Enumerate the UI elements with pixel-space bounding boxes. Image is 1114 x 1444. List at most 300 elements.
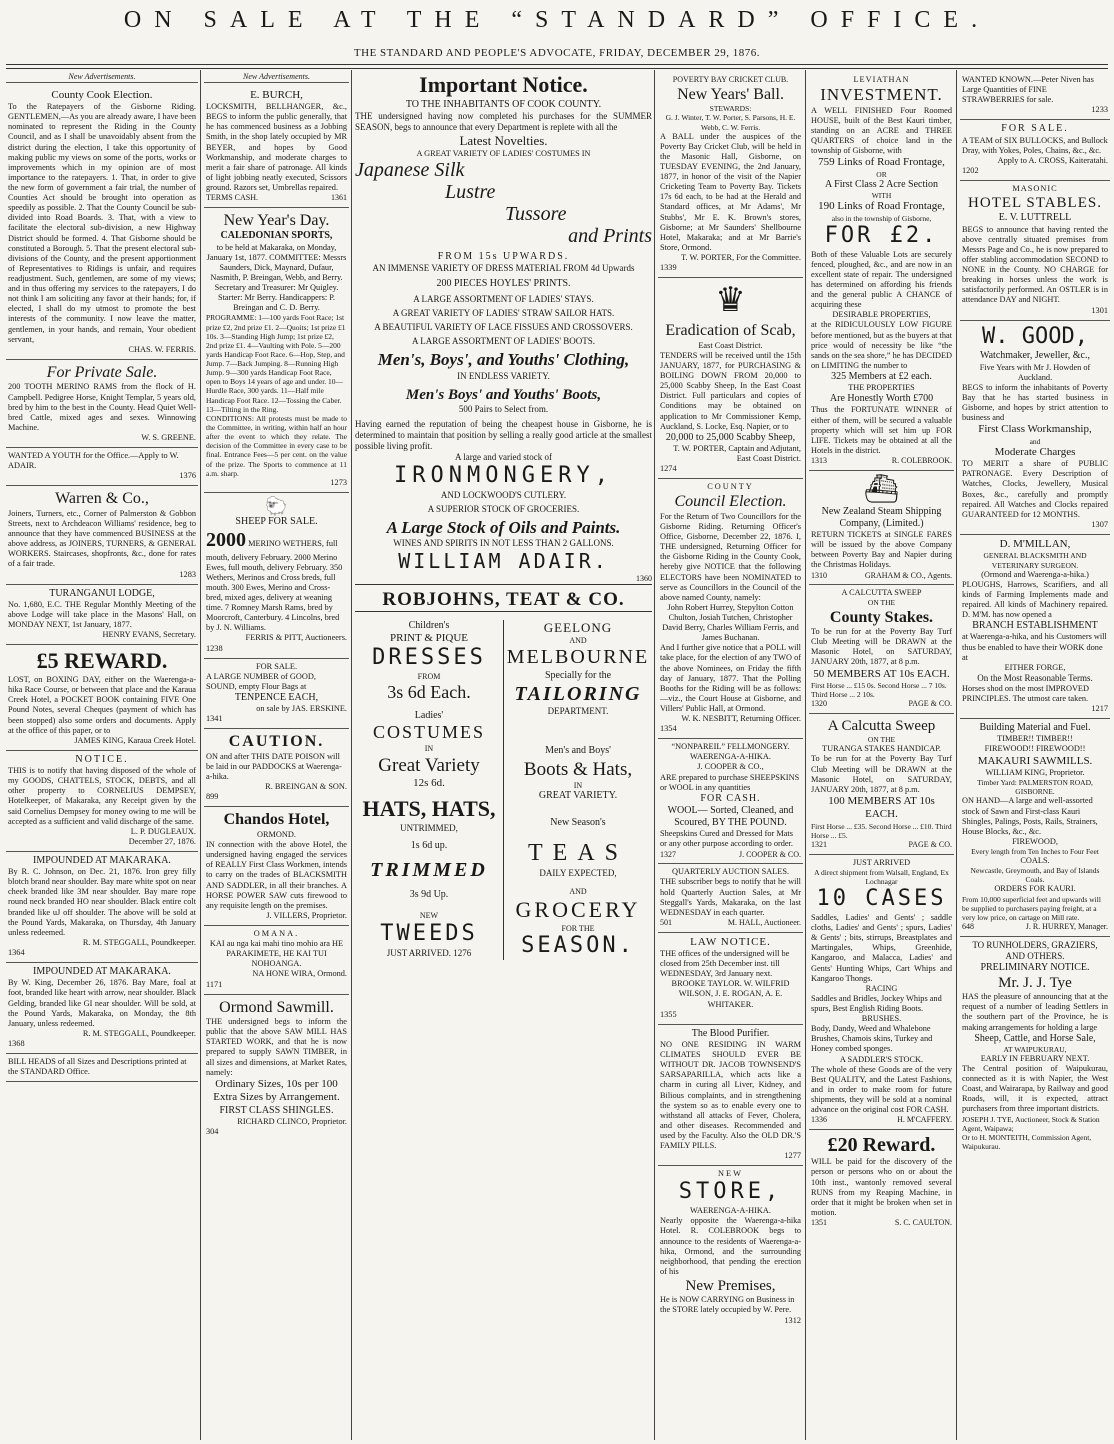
ad-ref: 1233 [1091, 105, 1108, 115]
ad-title: INVESTMENT. [820, 85, 943, 105]
lustre-line: Lustre [445, 180, 496, 203]
column-3 [355, 72, 652, 1440]
and-label: and [1029, 436, 1041, 446]
firewood: FIREWOOD!! FIREWOOD!! [984, 744, 1086, 754]
ad-signature: S. C. CAULTON. [894, 1217, 952, 1227]
robjohns-right [504, 620, 652, 960]
horses: Horses shod on the most IMPROVED PRINCIPLES. The utmost care taken. [962, 683, 1089, 703]
crown-icon: ♛ [715, 282, 746, 320]
terms: On the Most Reasonable Terms. [977, 672, 1093, 683]
cutlery: AND LOCKWOOD'S CUTLERY. [440, 489, 567, 500]
ad-ref: 1301 [1091, 305, 1108, 315]
ad-signature: T. W. PORTER, For the Committee. [681, 253, 801, 262]
column-divider-5 [956, 70, 957, 1440]
ad-body: to be held at Makaraka, on Monday, January 1st, 1877. COMMITTEE: Messrs Saunders, Dick, Maynard, Dufaur, Nasmith, P. Breingan, Webb, and Berry. Secretary and Treasurer: Mr Quigley. Starter: Mr Berry. Handicappers: P. Breingan and C. D. Berry. [206, 242, 347, 313]
column-4 [658, 72, 803, 1440]
branch: BRANCH ESTABLISHMENT [972, 620, 1098, 632]
ad-body: THIS is to notify that having disposed of the whole of my GOODS, CHATTELS, STOCK, DEBTS, and all other property to CORNELIUS DEMPSEY, Hotelkeeper, of Makaraka, any Receipt given by the said Cornelius Dempsey for money owing to me will be accepted as a sufficient and valid discharge of the same. [8, 766, 196, 826]
ad-body: THE offices of the undersigned will be closed from 25th December inst. till WEDNESDAY, 3rd January next. [660, 949, 790, 979]
pairs: 500 Pairs to Select from. [458, 404, 549, 415]
members: 100 MEMBERS AT 10s EACH. [828, 794, 935, 821]
boots-hats: Boots & Hats, [523, 758, 633, 780]
either-forge: EITHER FORGE, [1004, 662, 1066, 672]
ad-title: TO RUNHOLDERS, GRAZIERS, AND OTHERS. [972, 939, 1098, 961]
ad-ref: 1312 [784, 1315, 801, 1325]
ad-title: The Blood Purifier. [691, 1027, 770, 1039]
on-label: ON THE [867, 735, 896, 745]
ad-title: E. BURCH, [250, 88, 303, 101]
ad-ref: 1310 [811, 570, 827, 580]
also-label: also in the township of Gisborne, [831, 213, 932, 223]
ad-signature: W. K. NESBITT, Returning Officer. [681, 714, 801, 724]
ad-masonic-stables [960, 181, 1110, 321]
masthead-rule-2 [6, 68, 1108, 69]
ad-fellmongery [658, 739, 803, 864]
ad-signature: W. S. GREENE. [141, 432, 196, 442]
hoyles-prints: 200 PIECES HOYLES' PRINTS. [436, 278, 571, 290]
ad-title: “NONPAREIL” FELLMONGERY. [671, 742, 790, 752]
shingles: FIRST CLASS SHINGLES. [219, 1104, 334, 1116]
ad-law-notice [658, 933, 803, 1025]
ad-ref: 1341 [206, 714, 223, 724]
ad-ref: 501 [660, 917, 672, 927]
ad-body: THE undersigned begs to inform the public that the above SAW MILL HAS STARTED WORK, and that he is now prepared to supply SAWN TIMBER, in all sizes and dimensions, at Market Rates, namely: [206, 1017, 347, 1077]
column-divider-4 [805, 70, 806, 1440]
ad-body: KAI au nga kai mahi tino mohio ara HE PARAKIMETE, HE KAI TUI NOHOANGA. [209, 939, 344, 969]
ad-signature: GRAHAM & CO., Agents. [864, 570, 952, 580]
tweeds-arrived [355, 948, 503, 959]
ad-ref: 1364 [8, 948, 25, 958]
oils-paints: A Large Stock of Oils and Paints. [386, 517, 621, 537]
ad-subtitle: WAERENGA-A-HIKA. [690, 752, 771, 762]
ad-signature: PAGE & CO. [908, 840, 952, 850]
ad-signature: M. HALL, Auctioneer. [727, 917, 801, 927]
ad-private-sale [6, 360, 198, 448]
signatories: BROOKE TAYLOR. W. WILFRID WILSON, J. E. ROGAN, A. E. WHITAKER. [671, 979, 790, 1009]
ad-title: IMPOUNDED AT MAKARAKA. [33, 854, 171, 866]
ad-wanted-youth [6, 448, 198, 486]
firewood-body: Every length from Ten Inches to Four Feet [971, 846, 1099, 856]
poll-notice: And I further give notice that a POLL will take place, for the election of any TWO of the above Nominees, on Friday the fifth day of January, 1877. That the Polling Booths for the Riding will be as follows:—viz., the Court House at Gisborne, and Villers' Public Hall, at Ormond. [660, 643, 801, 713]
ad-signature: R. M. STEGGALL, Poundkeeper. [82, 1028, 196, 1038]
ad-ref: 1339 [660, 263, 677, 273]
ad-signature: on sale by JAS. ERSKINE. [256, 704, 347, 714]
ad-reward [6, 645, 198, 751]
ad-title: FOR SALE. [1001, 123, 1069, 135]
ironmongery: IRONMONGERY, [394, 462, 613, 488]
geelong: GEELONG [543, 619, 613, 635]
extra-sizes: Extra Sizes by Arrangement. [213, 1091, 340, 1104]
ad-title: New Year's Day. [223, 211, 330, 229]
location: (Ormond and Waerenga-a-hika.) [981, 569, 1089, 579]
ad-ref: 1171 [206, 979, 223, 989]
ad-bill-heads [6, 1054, 198, 1082]
ad-body: To be run for at the Poverty Bay Turf Club Meeting will be DRAWN at the Masonic Hotel, on SATURDAY, JANUARY 20th, 1877, at 8 p.m. [811, 754, 952, 794]
new-seasons: New Season's [550, 816, 606, 828]
column-5 [809, 72, 954, 1440]
column-divider-3 [654, 70, 655, 1440]
ad-ref: 1307 [1091, 519, 1108, 529]
ad-body: ON HAND—A large and well-assorted stock of Sawn and First-class Kauri Shingles, Palings, Posts, Rails, Strainers, House Blocks, &c., &c. [962, 796, 1098, 836]
ad-title: 10 CASES [816, 886, 947, 912]
ad-body: Joiners, Turners, etc., Corner of Palmerston & Gobbon Streets, next to Archdeacon Williams' residence, beg to announce that they have commenced BUSINESS at the above address, as JOINERS, TURNERS, & GENERAL WORKERS. Staircases, shopfronts, &c., done for rates of a fair trade. [8, 508, 196, 569]
with-label: WITH [871, 191, 892, 201]
ad-title: OMANA. [253, 928, 300, 938]
ad-leviathan [809, 72, 954, 471]
notice-address: TO THE INHABITANTS OF COOK COUNTY. [405, 98, 602, 110]
ad-twenty-pound-reward [809, 1130, 954, 1232]
tussore-line: Tussore [505, 202, 567, 225]
ladies-label: Ladies' [414, 709, 444, 721]
ladies-boots: A LARGE ASSORTMENT OF LADIES' BOOTS. [412, 336, 595, 347]
sale: Sheep, Cattle, and Horse Sale, [974, 1032, 1096, 1044]
ad-kicker: LEVIATHAN [853, 75, 910, 84]
ad-tail: The Central position of Waipukurau, connected as it is with Napier, the West Coast, and Wairarapa, by Railway and good Roads, will, it is expected, attract purchasers from three important districts. [962, 1064, 1108, 1114]
column-header: New Advertisements. [204, 72, 349, 83]
silk-line: Japanese Silk [355, 158, 465, 181]
ad-title: HOTEL STABLES. [968, 195, 1102, 212]
print-pique: PRINT & PIQUE [389, 631, 469, 644]
ad-body: RETURN TICKETS at SINGLE FARES will be issued by the above Company between Poverty Bay and Napier during the Christmas Holidays. [811, 530, 952, 570]
ad-body: HAS the pleasure of announcing that at the request of a number of leading Settlers in the southern part of the Province, he is making arrangements for holding a large [962, 992, 1108, 1032]
price: TENPENCE EACH, [234, 692, 319, 703]
ad-title: Building Material and Fuel. [979, 722, 1091, 734]
ad-body: ARE prepared to purchase SHEEPSKINS or WOOL in any quantities [660, 772, 800, 792]
untrimmed: UNTRIMMED, [400, 823, 458, 834]
ad-body: Nearly opposite the Waerenga-a-hika Hotel. R. COLEBROOK begs to announce to the residents of Waerenga-a-hika, Ormond, and the surrounding neighborhood, that pending the erection of his [660, 1216, 801, 1276]
ad-body: WILL be paid for the discovery of the person or persons who on or about the 10th inst., wantonly removed several RUNS from my Reaping Machine, in order that it might be broken when set in motion. [811, 1157, 952, 1217]
ad-ref: 1202 [962, 165, 979, 175]
ad-signature: R. BREINGAN & SON. [265, 782, 347, 792]
ad-body: IN connection with the above Hotel, the undersigned having engaged the services of REALLY First Class Workmen, intends to carry on the trades of BLACKSMITH AND SADDLER, in all their branches. A HORSE POWER SAW cuts firewood to any requisite length on the premises. [206, 840, 347, 910]
proprietor: WILLIAM KING, Proprietor. [985, 768, 1085, 777]
ad-body: MERINO WETHERS, full mouth, delivery February. 2000 Merino Ewes, full mouth, delivery February. 350 Wethers, Merinos and Cross breds, full mouth. 300 Ewes, Merino and Cross-bred, mixed ages, delivery at weaning time. 7 Romney Marsh Rams, bred by Moorcroft, Canterbury. 4 Lincolns, bred by J. N. Williams. [206, 539, 343, 633]
ad-tail: He is NOW CARRYING on Business in the STORE lately occupied by W. Pere. [660, 1295, 795, 1315]
ad-title: NOTICE. [75, 753, 129, 765]
orders-title: ORDERS FOR KAURI. [994, 884, 1076, 894]
ad-kicker: COUNTY [707, 482, 754, 492]
ad-county-cook-election [6, 86, 198, 360]
ad-signature: J. R. HURREY, Manager. [1025, 922, 1108, 931]
ad-flour-bags [204, 659, 349, 730]
ad-signature: L. P. DUGLEAUX. [130, 826, 196, 836]
daily-expected: DAILY EXPECTED, [539, 868, 617, 879]
ad-body: A TEAM of SIX BULLOCKS, and Bullock Dray, with Yokes, Poles, Chains, &c., &c. [962, 135, 1108, 155]
ad-title: Eradication of Scab, [665, 322, 796, 340]
price-dresses: 3s 6d Each. [387, 681, 471, 702]
ad-body: For the Return of Two Councillors for the Gisborne Riding. Returning Officer's Office, Gisborne, December 22, 1876. I, THE undersigned, Returning Officer for the Gisborne Riding in the County Cook, hereby give NOTICE that the following ELECTORS have been NOMINATED to serve as Councillors in the Council of the above named County, namely: [660, 511, 801, 602]
price-trimmed: 3s 9d Up. [409, 888, 449, 900]
ad-signature: R. COLEBROOK. [891, 455, 952, 465]
workmanship: First Class Workmanship, [978, 423, 1092, 436]
ad-title: TURANGANUI LODGE, [49, 587, 155, 599]
ad-title: SHEEP FOR SALE. [235, 516, 318, 527]
ad-signature: HENRY EVANS, Secretary. [102, 630, 196, 640]
new-premises: New Premises, [685, 1278, 776, 1295]
ad-ref: 1273 [330, 477, 347, 487]
ad-title: Chandos Hotel, [223, 811, 330, 829]
ad-kicker: A CALCUTTA SWEEP [841, 588, 922, 598]
moderate-charges: Moderate Charges [994, 445, 1076, 458]
prints-line: and Prints [568, 224, 652, 247]
ad-chandos-hotel [204, 807, 349, 926]
ad-w-good [960, 321, 1110, 535]
and-label-2: AND [569, 887, 587, 897]
ad-body: LOCKSMITH, BELLHANGER, &c., BEGS to inform the public generally, that he has commenced business as a Jobbing Smith, in the shop lately occupied by MR BEYER, and hopes by Good Workmanship, and moderate charges to merit a fair share of patronage. All kinds of light jobbing neatly executed, Scissors ground. Razors set, Umbrellas repaired. [206, 102, 347, 193]
ad-signature: T. W. PORTER, Captain and Adjutant, East Coast District. [673, 443, 801, 464]
costumes: COSTUMES [372, 722, 486, 743]
on-label: ON THE [867, 598, 896, 608]
ad-body: NO ONE RESIDING IN WARM CLIMATES SHOULD EVER BE WITHOUT DR. JACOB TOWNSEND'S SARSAPARILLA, which acts like a charm in curing all Liver, Kidney, and Bilious complaints, and in strengthening the system so as to enable every one to withstand all attacks of Fever, Cholera, and other diseases. Recommended and used by the Faculty. Also the OLD DR.'S FAMILY PILLS. [660, 1040, 801, 1151]
ad-signature: JAMES KING, Karaua Creek Hotel. [74, 735, 196, 745]
groceries: A SUPERIOR STOCK OF GROCERIES. [427, 503, 580, 514]
prizes: First Horse ... £35. Second Horse ... £10. Third Horse ... £5. [811, 821, 952, 840]
ad-kicker: POVERTY BAY CRICKET CLUB. [672, 75, 789, 84]
ad-strawberries [960, 72, 1110, 120]
ad-body: BEGS to announce that having rented the above centrally situated premises from Messrs Page and Co., he is now prepared to offer stabling accommodation SECOND to NONE in the County. NO CHARGE for breaking in horses unless the work is satisfactorily performed. An OSTLER is in attendance DAY and NIGHT. [962, 224, 1108, 305]
ad-body: LOST, on BOXING DAY, either on the Waerenga-a-hika Race Course, or between that place and the Karaua Creek Hotel, a POCKET BOOK containing FIVE One Pound Notes, several Cheques (payment of which has been stopped) also some orders and documents. Apply at the office of this paper, or to [8, 675, 196, 735]
lace: A BEAUTIFUL VARIETY OF LACE FISSUES AND CROSSOVERS. [374, 322, 633, 333]
ad-title: Warren & Co., [55, 490, 149, 508]
ad-ref: 899 [206, 792, 219, 802]
or-label: OR [876, 169, 887, 179]
ad-kicker: MASONIC [1012, 184, 1058, 194]
ad-ref: 1354 [660, 724, 677, 734]
ad-title: County Cook Election. [51, 88, 153, 101]
ad-blood-purifier [658, 1025, 803, 1167]
ad-body: A LARGE NUMBER of GOOD, SOUND, empty Flour Bags at [206, 671, 316, 691]
dress-material: AN IMMENSE VARIETY OF DRESS MATERIAL FROM 4d Upwards [372, 263, 635, 274]
location: AT WAIPUKURAU, [1003, 1044, 1067, 1054]
robjohns-teat: ROBJOHNS, TEAT & CO. [355, 588, 652, 612]
masthead-rule [6, 64, 1108, 65]
ad-ref: 1368 [8, 1038, 25, 1048]
ad-title: LAW NOTICE. [690, 935, 771, 948]
novelties: Latest Novelties. [459, 132, 548, 148]
column-header: New Advertisements. [6, 72, 198, 83]
ad-kicker: NEW [718, 1169, 743, 1179]
worth: Are Honestly Worth £700 [829, 393, 934, 405]
ad-subtitle: A direct shipment from Walsall, England, Ex Lochnagar [814, 867, 949, 887]
coals-title: COALS. [1020, 856, 1050, 866]
ad-subtitle-2: Five Years with Mr J. Howden of Auckland. [979, 362, 1091, 382]
for-cash: FOR CASH. [700, 792, 761, 804]
ad-signature: H. M'CAFFERY. [897, 1115, 952, 1125]
ad-tye-sale [960, 937, 1110, 1155]
ad-ref: 1327 [660, 849, 676, 859]
ad-title: IMPOUNDED AT MAKARAKA. [33, 966, 171, 978]
ad-sweep-county [809, 585, 954, 714]
ad-tail: at Waerenga-a-hika, and his Customers will thus be enabled to have their WORK done at [962, 632, 1107, 662]
ad-title: D. M'MILLAN, [999, 538, 1071, 551]
preliminary: PRELIMINARY NOTICE. [980, 961, 1090, 973]
ad-title: New Zealand Steam Shipping Company, (Limited.) [821, 505, 942, 529]
ad-ref: 1361 [331, 193, 347, 203]
sheep-count: 2000 [206, 529, 246, 552]
firm: J. COOPER & CO., [697, 762, 764, 772]
ad-subtitle: TURANGA STAKES HANDICAP. [822, 744, 941, 754]
trimmed: TRIMMED [370, 859, 488, 882]
column-6 [960, 72, 1110, 1440]
notice-body: THE undersigned having now completed his purchases for the SUMMER SEASON, begs to announce that every Department is replete with all the [355, 111, 652, 132]
mill-name: MAKAURI SAWMILLS. [977, 754, 1093, 767]
masthead: THE STANDARD AND PEOPLE'S ADVOCATE, FRIDAY, DECEMBER 29, 1876. [353, 47, 761, 59]
nominees: John Robert Hurrey, Stepylton Cotton Chulton, Josiah Tutchen, Christopher David Berry, Charles William Ferris, and James Buchanan. [662, 602, 799, 643]
mens-boys: Men's and Boys' [545, 745, 611, 757]
ad-steam-shipping [809, 471, 954, 586]
in-label-2: IN [573, 780, 583, 790]
ad-subtitle: CALEDONIAN SPORTS, [220, 230, 333, 242]
ad-body: Saddles, Ladies' and Gents' ; saddle cloths, Ladies' and Gents' ; spurs, Ladies' & Gents' ; bits, stirrups, Breastplates and Martingales, Whips, Greenhide, Kangaroo, and Malacca, Ladies' and Gents' Hunting Whips, Cart Whips and Kangaroo Thongs. [811, 912, 952, 983]
ad-body: By W. King, December 26, 1876. Bay Mare, foal at foot, branded like heart with arrow, near shoulder. Black Gelding, branded like GI near shoulder. Will be sold, at the Pound Yards, Makaraka, on Monday, the 8th January, unless redeemed. [8, 978, 196, 1028]
ad-body: A WELL FINISHED Four Roomed HOUSE, built of the Best Kauri timber, standing on an ACRE and THREE QUARTERS of choice land in the township of Gisborne, with [811, 105, 952, 156]
column-1 [6, 72, 198, 1440]
ad-ref: 648 [962, 922, 974, 931]
conditions: CONDITIONS: All protests must be made to the Committee, in writing, within half an hour after the event to which they relate. The decision of the Committee in every case to be final. Entrance Fees—5 per cent. on the value of the prize. The Sports to commence at 11 a.m. sharp. [206, 413, 347, 478]
steamship-icon: ⛴ [863, 473, 900, 505]
ad-body: WANTED KNOWN.—Peter Niven has Large Quantities of FINE STRAWBERRIES for sale. [962, 75, 1094, 105]
ad-subtitle: East Coast District. [698, 340, 763, 350]
price-2-pounds: FOR £2. [824, 222, 939, 248]
ad-title: QUARTERLY AUCTION SALES. [671, 867, 790, 877]
ad-title: FOR SALE. [255, 661, 298, 671]
ad-signature: R. M. STEGGALL, Poundkeeper. [82, 937, 196, 947]
road-frontage-1: 759 Links of Road Frontage, [818, 156, 945, 169]
auctioneer-name: Mr. J. J. Tye [998, 974, 1072, 991]
department: DEPARTMENT. [547, 706, 609, 717]
ad-bullocks [960, 120, 1110, 181]
new-label: NEW [419, 910, 439, 920]
hats-hats: HATS, HATS, [362, 796, 496, 822]
ad-auction-sales [658, 864, 803, 932]
ad-body: 200 TOOTH MERINO RAMS from the flock of H. Campbell. Pedigree Horse, Knight Templar, 5 years old, bred by him to the best in the County. Head Quiet Well-bred Cattle, mixed ages and sexes. Winnowing Machine. [8, 382, 196, 432]
banner: ON SALE AT THE “STANDARD” OFFICE. [123, 7, 991, 33]
reputation: Having earned the reputation of being the cheapest house in Gisborne, he is determined to maintain that position by selling a really good article at the smallest possible living profit. [355, 419, 652, 452]
childrens: Children's [408, 619, 450, 631]
programme: PROGRAMME: 1—100 yards Foot Race; 1st prize £2, 2nd prize £1. 2—Quoits; 1st prize £1 10s. 3—Standing High Jump; 1st prize £2, 2nd prize £1. 4—Vaulting with Pole. 5—200 yards Handicap Foot Race. 6—Hop, Step, and Jump. 7—Back Jumping. 8—Running High Jump. 9—300 yards Handicap Foot Race, open to Boys 14 years of age and under. 10—Hurdle Race, 300 yards. 11—Half mile Handicap Foot Race. 12—Tossing the Caber. 13—Tilting in the Ring. [206, 313, 346, 414]
members: 325 Members at £2 each. [831, 370, 932, 382]
ad-signature: JOSEPH J. TYE, Auctioneer, Stock & Station Agent, Waipawa; [962, 1114, 1100, 1133]
column-divider-1 [200, 70, 201, 1440]
ad-title: A Calcutta Sweep [827, 717, 936, 734]
wool: WOOL— Sorted, Cleaned, and Scoured, BY THE POUND. [667, 805, 794, 829]
ad-impounded-2 [6, 963, 198, 1054]
costumes-line: A GREAT VARIETY OF LADIES' COSTUMES IN [416, 148, 591, 158]
ad-signature: J. VILLERS, Proprietor. [266, 910, 347, 920]
ad-signature: FERRIS & PITT, Auctioneers. [245, 633, 347, 643]
ad-makauri-sawmills [960, 719, 1110, 937]
ad-subtitle: Watchmaker, Jeweller, &c., [979, 350, 1090, 362]
ad-ref: 1376 [179, 471, 196, 481]
ad-title: £5 REWARD. [36, 648, 168, 674]
scabby-sheep: 20,000 to 25,000 Scabby Sheep, [665, 431, 796, 443]
ad-body: THE subscriber begs to notify that he will hold Quarterly Auction Sales, at Mr Steggall's Yards, Makaraka, on the last WEDNESDAY in each quarter. [660, 877, 801, 917]
ad-title: CAUTION. [228, 733, 325, 751]
from-label: FROM [417, 672, 441, 682]
ad-body: WANTED A YOUTH for the Office.—Apply to W. ADAIR. [8, 451, 179, 471]
orders-body: From 10,000 superficial feet and upwards will be supplied to purchasers paying freight, at a very low price, on cartage on Mill rate. [962, 894, 1101, 922]
wines: WINES AND SPIRITS IN NOT LESS THAN 2 GALLONS. [393, 538, 614, 549]
melbourne: MELBOURNE [506, 646, 650, 669]
ad-contact: Or to H. MONTEITH, Commission Agent, Waipukurau. [962, 1132, 1092, 1152]
ad-new-years-day [204, 208, 349, 493]
ad-new-store [658, 1166, 803, 1329]
ad-body-2: Both of these Valuable Lots are securely fenced, ploughed, &c., and are now in an excellent state of repair. The undersigned has determined on affording his friends and the general public A CHANCE of acquiring these [811, 249, 952, 310]
ad-ref: 1360 [355, 574, 652, 585]
column-divider-2 [351, 70, 352, 1440]
ad-signature: RICHARD CLINCO, Proprietor. [237, 1116, 347, 1126]
ad-ref: 1321 [811, 840, 827, 850]
racing-body: Saddles and Bridles, Jockey Whips and spurs, Best English Riding Boots. [811, 993, 942, 1013]
ad-apply: Apply to A. CROSS, Kaiteratahi. [997, 155, 1108, 165]
racing: RACING [865, 983, 898, 993]
mens-clothing: Men's, Boys', and Youths' Clothing, [377, 350, 630, 370]
saddler: A SADDLER'S STOCK. [839, 1054, 924, 1064]
ad-body: To be run for at the Poverty Bay Turf Club Meeting will be DRAWN at the Masonic Hotel, on SATURDAY, JANUARY 20th, 1877, at 8 p.m. [811, 627, 952, 667]
ad-tail: TO MERIT a share of PUBLIC PATRONAGE. Every Description of Watches, Clocks, Jewellery, Musical Boxes, &c., carefully and promptly repaired. All Watches and Clocks repaired GUARANTEED for 12 MONTHS. [962, 459, 1108, 519]
ad-body: A BALL under the auspices of the Poverty Bay Cricket Club, will be held in the Masonic Hall, Gisborne, on TUESDAY EVENING, the 2nd January, 1877, in honor of the visit of the Napier Cricketing Team to Poverty Bay. Tickets 17s 6d each, to be had at the Herald and Standard offices, at Mr Adams', Mr Stubbs', Mr E. K. Brown's stores, Gisborne; at Mr Saunders' Shellbourne Hotel, Makaraka; and at Mr Barrie's Store, Ormond. [660, 131, 801, 252]
price: Ordinary Sizes, 10s per 100 [215, 1077, 338, 1090]
ad-caution [204, 729, 349, 807]
brushes: BRUSHES. [861, 1014, 902, 1024]
column-2 [204, 72, 349, 1440]
ad-tail: Sheepskins Cured and Dressed for Mats or any other purpose according to order. [660, 829, 793, 849]
in-label: IN [424, 744, 434, 754]
ad-ref: 1238 [206, 643, 223, 653]
ad-ten-cases [809, 855, 954, 1130]
timber: TIMBER!! TIMBER!! [997, 734, 1073, 744]
just-arrived: JUST ARRIVED. [386, 947, 452, 958]
robjohns-left [355, 620, 504, 960]
properties: THE PROPERTIES [848, 383, 915, 393]
and-label: AND [569, 635, 587, 645]
ad-ref: 1283 [179, 569, 196, 579]
ad-title: STORE, [678, 1179, 783, 1205]
william-adair: WILLIAM ADAIR. [398, 549, 609, 574]
ad-notice [6, 751, 198, 852]
ad-ref: 1217 [1091, 704, 1108, 714]
ad-body: No. 1,680, E.C. THE Regular Monthly Meeting of the above Lodge will take place in the Masons' Hall, on MONDAY NEXT, 1st January, 1877. [8, 599, 196, 630]
ad-council-election [658, 479, 803, 739]
ad-title: Council Election. [674, 493, 787, 511]
date: EARLY IN FEBRUARY NEXT. [980, 1053, 1090, 1063]
tailoring: TAILORING [514, 682, 642, 705]
ad-title: W. GOOD, [982, 323, 1088, 349]
dresses: DRESSES [372, 645, 486, 671]
ad-body-3: at the RIDICULOUSLY LOW FIGURE before mentioned, but as the buyers at that price would of necessity be like “the sands on the sea shore,” he has DECIDED on LIMITING the number to [811, 320, 953, 370]
ad-body: BEGS to inform the inhabitants of Poverty Bay that he has started business in Gisborne, and hopes by strict attention to business and [962, 382, 1108, 423]
price-untrimmed: 1s 6d up. [410, 840, 448, 852]
notice-title: Important Notice. [419, 72, 588, 97]
ad-ref: 1355 [660, 1009, 677, 1019]
grocery: GROCERY [515, 896, 641, 922]
ad-signature: CHAS. W. FERRIS. [128, 344, 196, 354]
ad-body-4: Thus the FORTUNATE WINNER of either of them, will be secured a valuable property which will set him up FOR LIFE. Tickets may be obtained at all the Hotels in the district. [811, 405, 952, 455]
ad-ref: 1320 [811, 699, 827, 709]
desirable: DESIRABLE PROPERTIES, [832, 310, 931, 320]
ad-ref: 1277 [784, 1151, 801, 1161]
members: 50 MEMBERS AT 10s EACH. [813, 667, 950, 680]
ad-body: BILL HEADS of all Sizes and Descriptions printed at the STANDARD Office. [8, 1057, 187, 1077]
ad-ref: 1276 [453, 947, 472, 958]
straw-hats: A GREAT VARIETY OF LADIES' STRAW SAILOR HATS. [392, 308, 615, 319]
ad-ormond-sawmill [204, 995, 349, 1141]
ad-burch [204, 86, 349, 208]
ad-title: For Private Sale. [46, 363, 158, 381]
coals-body: Newcastle, Greymouth, and Bay of Islands Coals. [970, 866, 1100, 885]
ad-kicker: JUST ARRIVED [852, 857, 911, 867]
iron-intro: A large and varied stock of [454, 452, 553, 463]
